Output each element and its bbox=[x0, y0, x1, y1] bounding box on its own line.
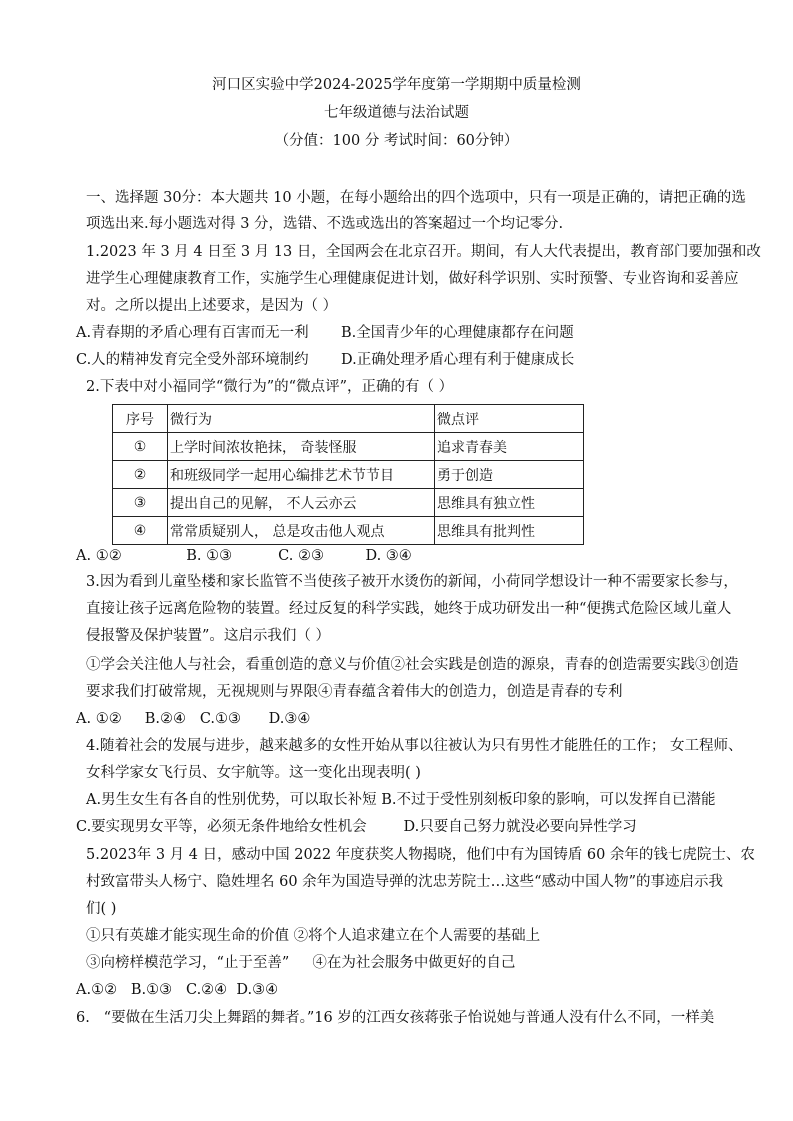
table-cell: ③ bbox=[113, 489, 168, 517]
q5-statements-line2: ③向榜样模范学习，“止于至善” ④在为社会服务中做更好的自己 bbox=[86, 955, 516, 971]
q1-stem-line2: 进学生心理健康教育工作，实施学生心理健康促进计划，做好科学识别、实时预警、专业咨询和妥善应 bbox=[86, 271, 739, 287]
q5-stem-line3: 们( ) bbox=[86, 901, 117, 917]
table-cell: 上学时间浓妆艳抹， 奇装怪服 bbox=[168, 433, 435, 461]
q6-stem-line1: 6. “要做在生活刀尖上舞蹈的舞者。”16 岁的江西女孩蒋张子怡说她与普通人没有什么不同，一样美 bbox=[76, 1010, 715, 1026]
q5-stem-line2: 村致富带头人杨宁、隐姓埋名 60 余年为国造导弹的沈忠芳院士…这些“感动中国人物”的事迹启示我 bbox=[86, 874, 723, 890]
q4-stem-line1: 4.随着社会的发展与进步，越来越多的女性开始从事以往被认为只有男性才能胜任的工作； 女工程师、 bbox=[86, 738, 743, 754]
table-cell: 和班级同学一起用心编排艺术节节目 bbox=[168, 461, 435, 489]
q3-stem-line3: 侵报警及保护装置”。这启示我们（ ） bbox=[86, 628, 331, 644]
section1-instructions-line1: 一、选择题 30分：本大题共 10 小题，在每小题给出的四个选项中，只有一项是正确的，请把正确的选 bbox=[86, 190, 746, 206]
q3-statements-line1: ①学会关注他人与社会，看重创造的意义与价值②社会实践是创造的源泉，青春的创造需要实践③创造 bbox=[86, 657, 739, 673]
table-row bbox=[113, 461, 584, 489]
q4-options-line2: C.要实现男女平等，必须无条件地给女性机会 D.只要自己努力就没必要向异性学习 bbox=[76, 819, 637, 835]
table-row bbox=[113, 489, 584, 517]
q5-statements-line1: ①只有英雄才能实现生命的价值 ②将个人追求建立在个人需要的基础上 bbox=[86, 928, 541, 944]
q3-stem-line1: 3.因为看到儿童坠楼和家长监管不当使孩子被开水烫伤的新闻，小荷同学想设计一种不需要家长参与， bbox=[86, 574, 738, 590]
exam-subtitle: 七年级道德与法治试题 bbox=[324, 105, 469, 121]
q3-statements-line2: 要求我们打破常规，无视规则与界限④青春蕴含着伟大的创造力，创造是青春的专利 bbox=[86, 684, 623, 700]
table-cell: 追求青春美 bbox=[435, 433, 584, 461]
q1-option-d: D.正确处理矛盾心理有利于健康成长 bbox=[341, 352, 575, 368]
q5-stem-line1: 5.2023年 3 月 4 日，感动中国 2022 年度获奖人物揭晓，他们中有为国铸盾 60 余年的钱七虎院士、农 bbox=[86, 847, 755, 863]
q1-stem-line3: 对。之所以提出上述要求，是因为（ ） bbox=[86, 298, 338, 314]
table-header-cell: 微行为 bbox=[168, 405, 435, 433]
score-and-time: （分值：100 分 考试时间：60分钟） bbox=[274, 133, 519, 149]
table-cell: 思维具有批判性 bbox=[435, 517, 584, 545]
q3-options: A. ①② B.②④ C.①③ D.③④ bbox=[76, 711, 311, 727]
q4-options-line1: A.男生女生有各自的性别优势，可以取长补短 B.不过于受性别刻板印象的影响，可以发挥自已潜能 bbox=[86, 792, 716, 808]
q1-option-c: C.人的精神发育完全受外部环境制约 bbox=[76, 352, 309, 368]
table-header-cell: 序号 bbox=[113, 405, 168, 433]
table-header-row bbox=[113, 405, 584, 433]
table-cell: 常常质疑别人， 总是攻击他人观点 bbox=[168, 517, 435, 545]
table-cell: ② bbox=[113, 461, 168, 489]
q2-table bbox=[112, 404, 584, 545]
q2-stem: 2.下表中对小福同学“微行为”的“微点评”，正确的有（ ） bbox=[86, 379, 454, 395]
q1-option-a: A.青春期的矛盾心理有百害而无一利 bbox=[76, 325, 309, 341]
q5-options: A.①② B.①③ C.②④ D.③④ bbox=[76, 982, 279, 998]
table-cell: 提出自己的见解， 不人云亦云 bbox=[168, 489, 435, 517]
exam-title: 河口区实验中学2024-2025学年度第一学期期中质量检测 bbox=[212, 77, 581, 93]
table-cell: ④ bbox=[113, 517, 168, 545]
section1-instructions-line2: 项选出来.每小题选对得 3 分，选错、不选或选出的答案超过一个均记零分. bbox=[86, 216, 564, 232]
q1-stem-line1: 1.2023 年 3 月 4 日至 3 月 13 日，全国两会在北京召开。期间，有人大代表提出，教育部门要加强和改 bbox=[86, 244, 761, 260]
table-cell: 勇于创造 bbox=[435, 461, 584, 489]
q1-option-b: B.全国青少年的心理健康都存在问题 bbox=[341, 325, 574, 341]
table-row bbox=[113, 517, 584, 545]
table-cell: 思维具有独立性 bbox=[435, 489, 584, 517]
table-cell: ① bbox=[113, 433, 168, 461]
q3-stem-line2: 直接让孩子远离危险物的装置。经过反复的科学实践，她终于成功研发出一种“便携式危险区域儿童人 bbox=[86, 601, 732, 617]
table-row bbox=[113, 433, 584, 461]
q2-options: A. ①② B. ①③ C. ②③ D. ③④ bbox=[76, 548, 412, 564]
q4-stem-line2: 女科学家女飞行员、女宇航等。这一变化出现表明( ) bbox=[86, 765, 421, 781]
table-header-cell: 微点评 bbox=[435, 405, 584, 433]
